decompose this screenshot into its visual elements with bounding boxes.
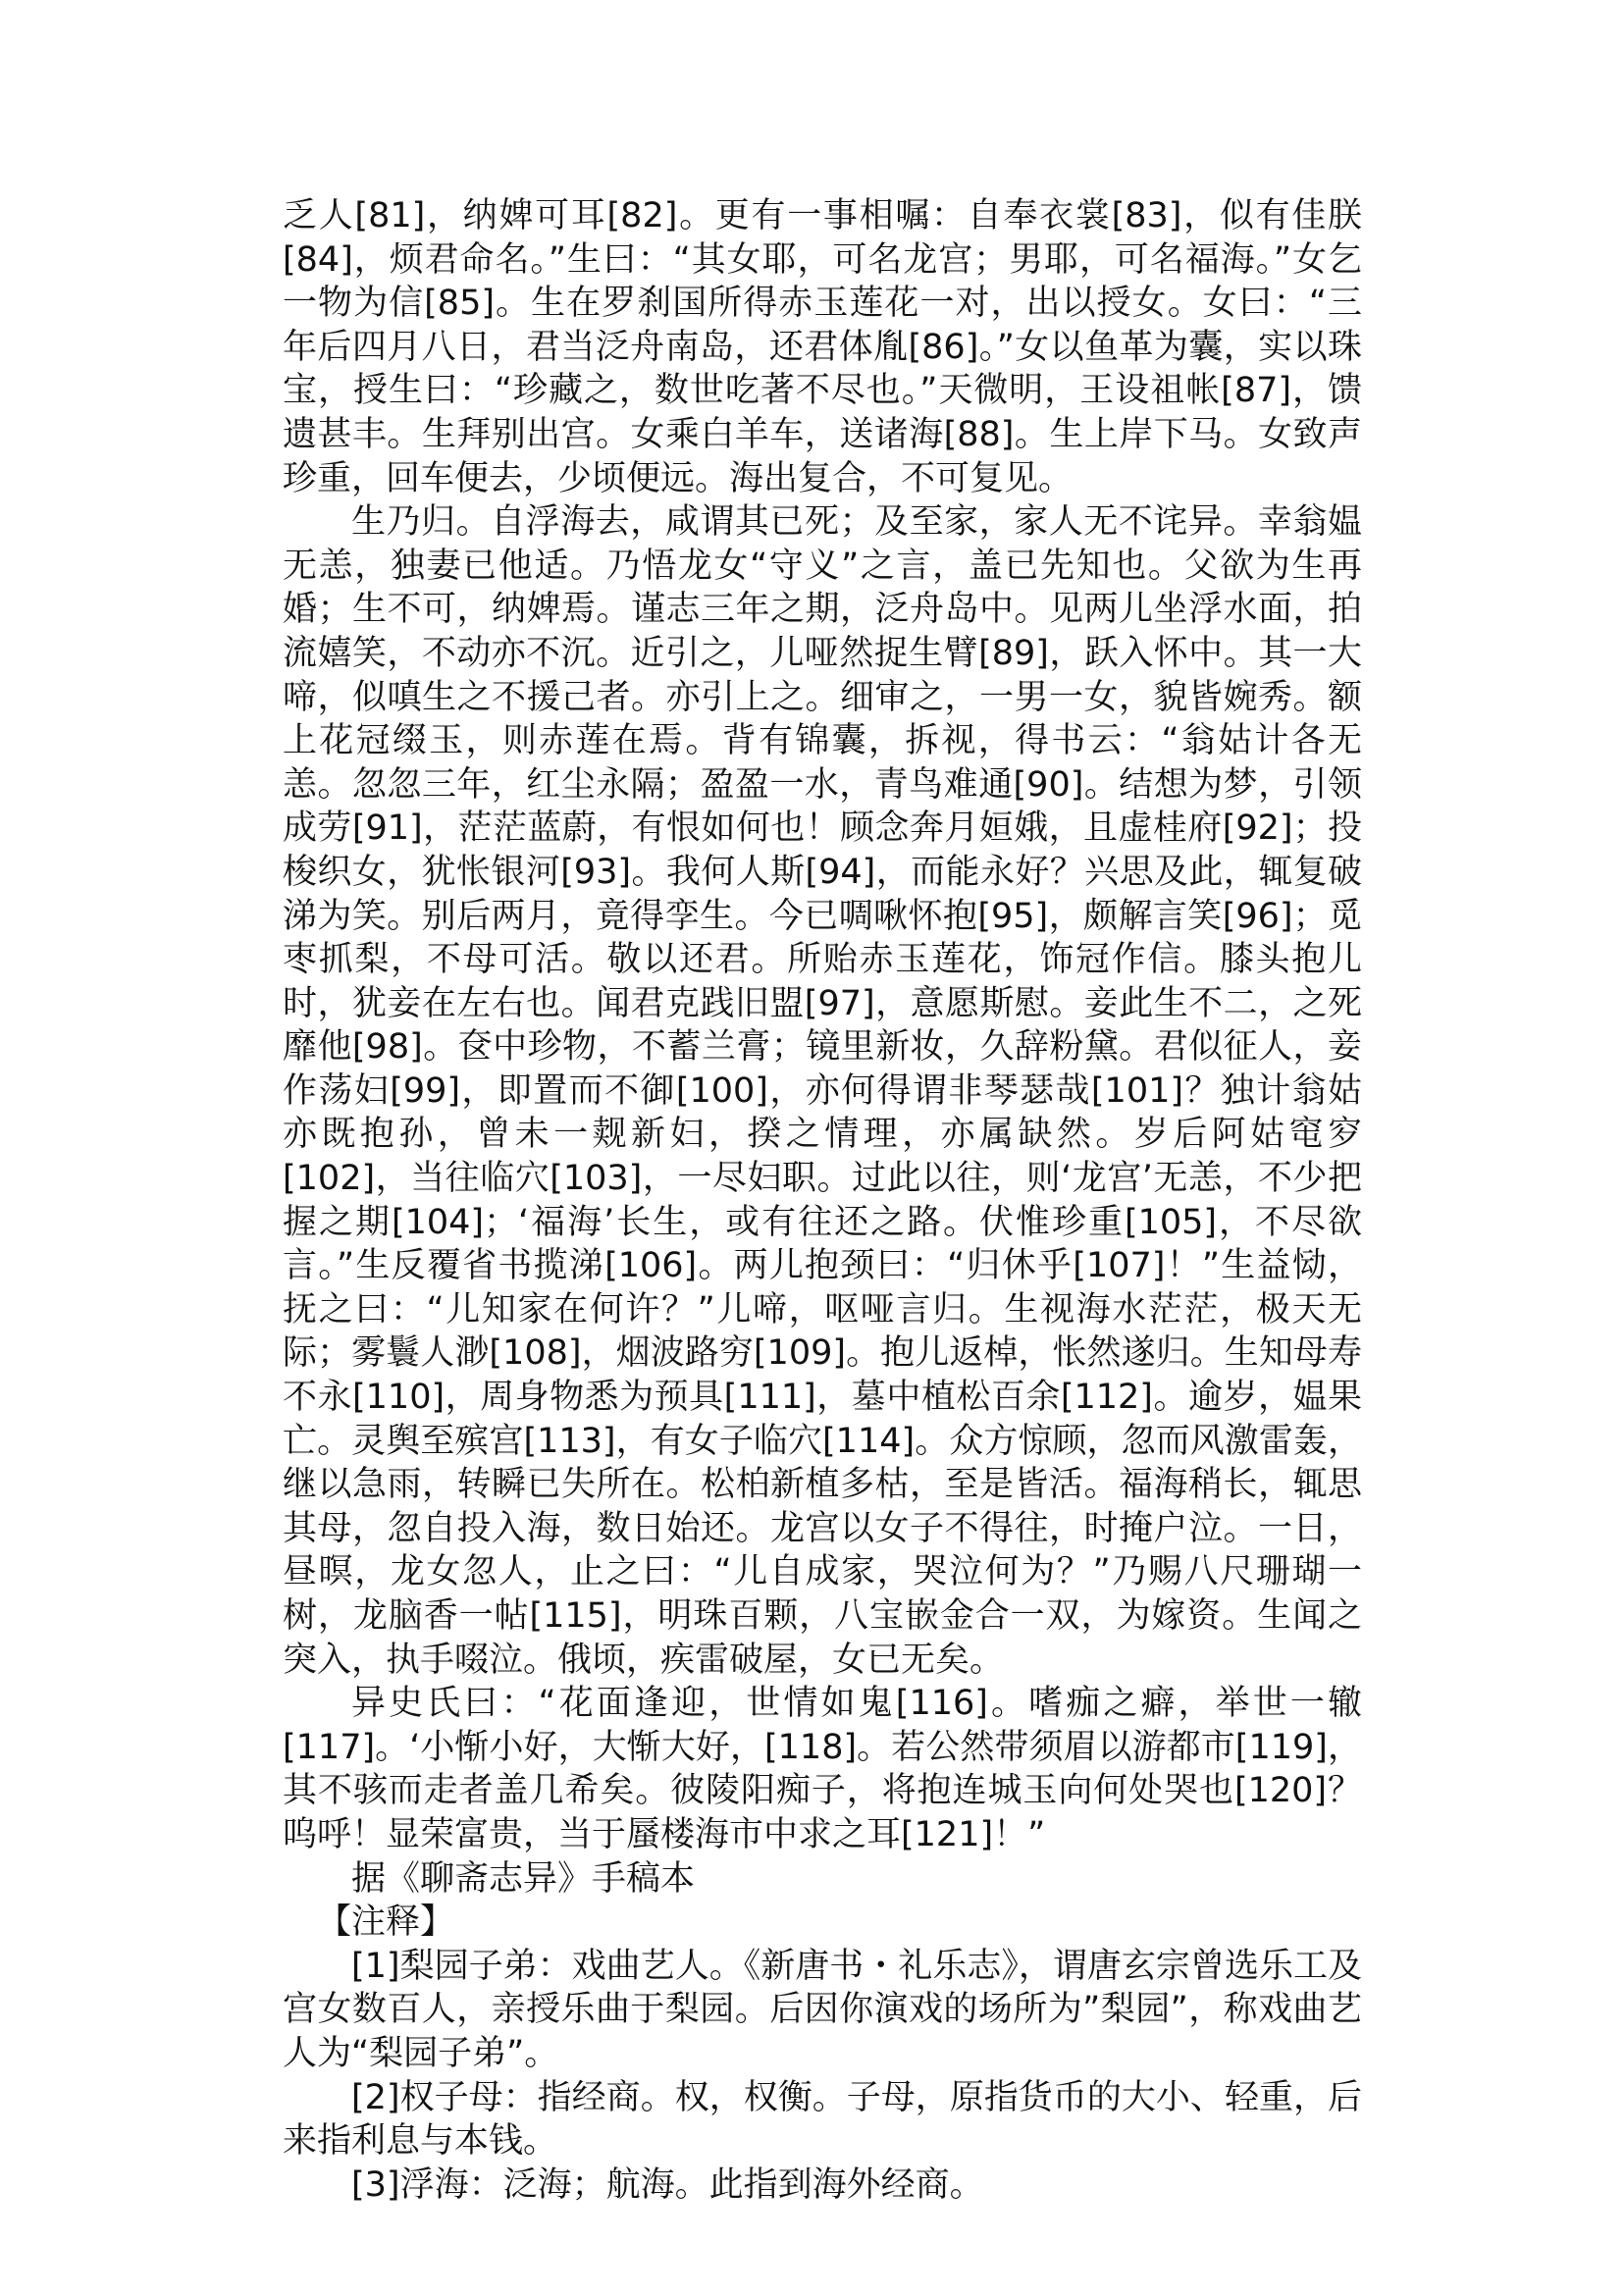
note-item: [1]梨园子弟：戏曲艺人。《新唐书・礼乐志》，谓唐玄宗曾选乐工及宫女数百人，亲授乐曲于梨园。后因你演戏的场所为”梨园”，称戏曲艺人为“梨园子弟”。 xyxy=(283,1946,1362,2073)
commentary-paragraph: 异史氏曰：“花面逢迎，世情如鬼[116]。嗜痂之癖，举世一辙[117]。‘小惭小好，大惭大好，[118]。若公然带须眉以游都市[119]，其不骇而走者盖几希矣。彼陵阳痴子，将抱连城玉向何处哭也[120]？呜呼！显荣富贵，当于蜃楼海市中求之耳[121]！” xyxy=(283,1684,1362,1854)
story-paragraph-continuation: 乏人[81]，纳婢可耳[82]。更有一事相嘱：自奉衣裳[83]，似有佳朕[84]，烦君命名。”生曰：“其女耶，可名龙宫；男耶，可名福海。”女乞一物为信[85]。生在罗刹国所得赤玉莲花一对，出以授女。女曰：“三年后四月八日，君当泛舟南岛，还君体胤[86]。”女以鱼革为囊，实以珠宝，授生曰：“珍藏之，数世吃著不尽也。”天微明，王设祖帐[87]，馈遗甚丰。生拜别出宫。女乘白羊车，送诸海[88]。生上岸下马。女致声珍重，回车便去，少顷便远。海出复合，不可复见。 xyxy=(283,196,1362,498)
note-item: [2]权子母：指经商。权，权衡。子母，原指货币的大小、轻重，后来指利息与本钱。 xyxy=(283,2077,1362,2162)
note-item: [3]浮海：泛海；航海。此指到海外经商。 xyxy=(351,2164,984,2205)
document-page xyxy=(283,194,1362,2207)
notes-heading: 【注释】 xyxy=(317,1903,455,1943)
story-paragraph-return-home: 生乃归。自浮海去，咸谓其已死；及至家，家人无不诧异。幸翁媪无恙，独妻已他适。乃悟龙女“守义”之言，盖已先知也。父欲为生再婚；生不可，纳婢焉。谨志三年之期，泛舟岛中。见两儿坐浮水面，拍流嬉笑，不动亦不沉。近引之，儿哑然捉生臂[89]，跃入怀中。其一大啼，似嗔生之不援己者。亦引上之。细审之，一男一女，貌皆婉秀。额上花冠缀玉，则赤莲在焉。背有锦囊，拆视，得书云：“翁姑计各无恙。忽忽三年，红尘永隔；盈盈一水，青鸟难通[90]。结想为梦，引领成劳[91]，茫茫蓝蔚，有恨如何也！顾念奔月姮娥，且虚桂府[92]；投梭织女，犹怅银河[93]。我何人斯[94]，而能永好？兴思及此，辄复破涕为笑。别后两月，竟得孪生。今已啁啾怀抱[95]，颇解言笑[96]；觅枣抓梨，不母可活。敬以还君。所贻赤玉莲花，饰冠作信。膝头抱儿时，犹妾在左右也。闻君克践旧盟[97]，意愿斯慰。妾此生不二，之死靡他[98]。奁中珍物，不蓄兰膏；镜里新妆，久辞粉黛。君似征人，妾作荡妇[99]，即置而不御[100]，亦何得谓非琴瑟哉[101]？独计翁姑亦既抱孙，曾未一觌新妇，揆之情理，亦属缺然。岁后阿姑窀穸[102]，当往临穴[103]，一尽妇职。过此以往，则‘龙宫’无恙，不少把握之期[104]；‘福海’长生，或有往还之路。伏惟珍重[105]，不尽欲言。”生反覆省书揽涕[106]。两儿抱颈曰：“归休乎[107]！”生益恸，抚之曰：“儿知家在何许？”儿啼，呕哑言归。生视海水茫茫，极天无际；雾鬟人渺[108]，烟波路穷[109]。抱儿返棹，怅然遂归。生知母寿不永[110]，周身物悉为预具[111]，墓中植松百余[112]。逾岁，媪果亡。灵舆至殡宫[113]，有女子临穴[114]。众方惊顾，忽而风激雷轰，继以急雨，转瞬已失所在。松柏新植多枯，至是皆活。福海稍长，辄思其母，忽自投入海，数日始还。龙宫以女子不得往，时掩户泣。一日，昼暝，龙女忽人，止之曰：“儿自成家，哭泣何为？”乃赐八尺珊瑚一树，龙脑香一帖[115]，明珠百颗，八宝嵌金合一双，为嫁资。生闻之突入，执手啜泣。俄顷，疾雷破屋，女已无矣。 xyxy=(283,502,1362,1680)
source-note: 据《聊斋志异》手稿本 xyxy=(351,1858,696,1899)
